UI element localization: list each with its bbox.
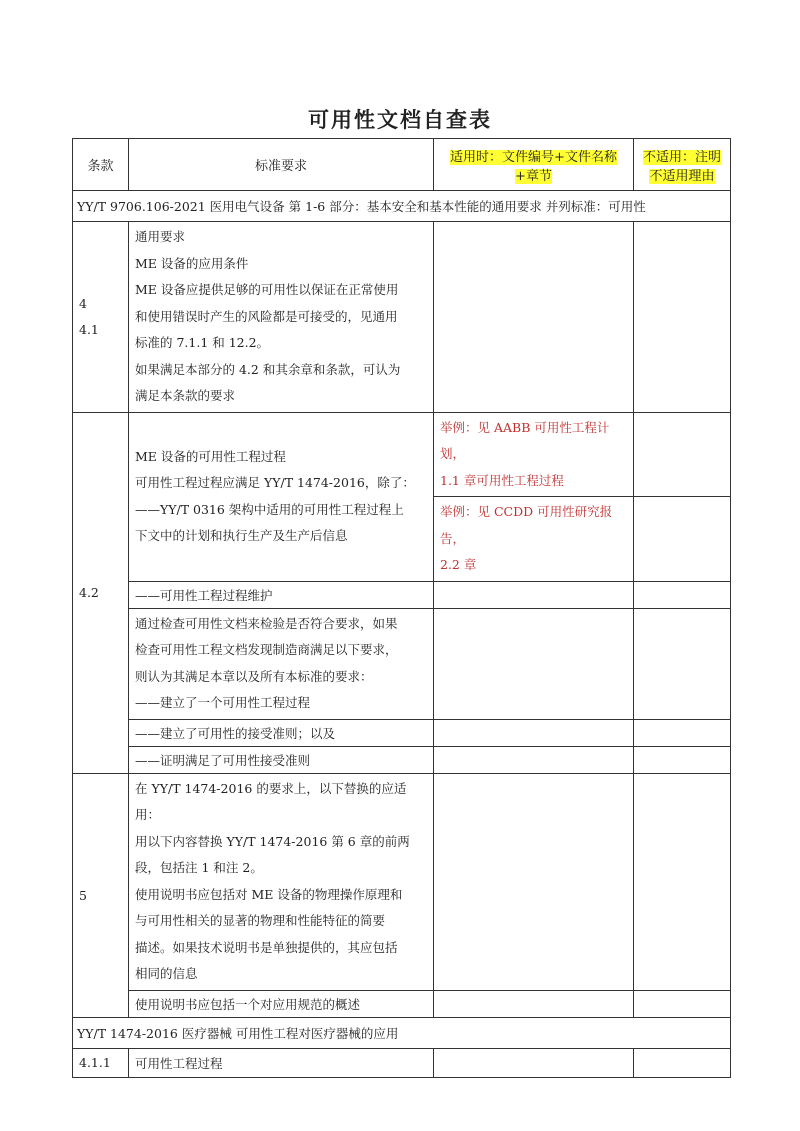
table-row [73, 990, 731, 1017]
not-applicable-cell[interactable] [634, 222, 731, 413]
requirement-cell: ——证明满足了可用性接受准则 [129, 746, 434, 773]
requirement-line: 通用要求 [135, 229, 186, 244]
applicable-cell[interactable] [434, 412, 634, 497]
standard-title: YY/T 9706.106-2021 医用电气设备 第 1-6 部分：基本安全和基本性能的通用要求 并列标准：可用性 [73, 191, 731, 222]
table-header-row [73, 139, 731, 191]
requirement-cell: ——建立了可用性的接受准则；以及 [129, 719, 434, 746]
requirement-cell: ——可用性工程过程维护 [129, 581, 434, 608]
applicable-cell[interactable] [434, 581, 634, 608]
requirement-cell [129, 608, 434, 719]
table-row [73, 222, 731, 413]
standard-row [73, 191, 731, 222]
not-applicable-cell[interactable] [634, 990, 731, 1017]
page-title: 可用性文档自查表 [308, 107, 492, 132]
requirement-cell [129, 773, 434, 990]
requirement-line: 使用说明书应包括对 ME 设备的物理操作原理和 [135, 886, 403, 902]
not-applicable-cell[interactable] [634, 1048, 731, 1077]
table-row [73, 412, 731, 497]
clause-cell [73, 222, 129, 413]
requirement-line: 如果满足本部分的 4.2 和其余章和条款，可认为 [135, 361, 401, 377]
requirement-cell: 使用说明书应包括一个对应用规范的概述 [129, 990, 434, 1017]
not-applicable-cell[interactable] [634, 773, 731, 990]
self-check-table [72, 138, 731, 1078]
clause-number: 4.1.1 [79, 1055, 111, 1070]
table-row [73, 581, 731, 608]
requirement-line: ——YY/T 0316 架构中适用的可用性工程过程上 [135, 501, 404, 517]
table-row [73, 773, 731, 990]
not-applicable-cell[interactable] [634, 497, 731, 582]
table-row [73, 719, 731, 746]
table-row [73, 608, 731, 719]
clause-cell [73, 412, 129, 773]
applicable-cell[interactable] [434, 746, 634, 773]
applicable-cell[interactable] [434, 608, 634, 719]
header-clause: 条款 [73, 139, 129, 191]
requirement-cell [129, 412, 434, 581]
requirement-line: 标准的 7.1.1 和 12.2。 [135, 335, 270, 350]
standard-row [73, 1017, 731, 1048]
requirement-line: 段，包括注 1 和注 2。 [135, 860, 263, 875]
requirement-line: 相同的信息 [135, 966, 198, 981]
clause-number: 4.1 [79, 321, 99, 337]
not-applicable-cell[interactable] [634, 581, 731, 608]
requirement-line: ME 设备的可用性工程过程 [135, 448, 286, 464]
requirement-line: 与可用性相关的显著的物理和性能特征的简要 [135, 913, 386, 928]
header-applicable-text: 适用时：文件编号+文件名称+章节 [450, 149, 617, 184]
example-line: 1.1 章可用性工程过程 [440, 472, 564, 488]
requirement-line: 检查可用性工程文档发现制造商满足以下要求， [135, 642, 398, 657]
requirement-line: 可用性工程过程应满足 YY/T 1474-2016，除了： [135, 475, 415, 490]
requirement-line: 通过检查可用性文档来检验是否符合要求，如果 [135, 615, 398, 631]
requirement-line: 用以下内容替换 YY/T 1474-2016 第 6 章的前两 [135, 833, 410, 849]
applicable-cell[interactable] [434, 497, 634, 582]
example-line: 举例：见 AABB 可用性工程计划， [440, 419, 610, 461]
requirement-line: 下文中的计划和执行生产及生产后信息 [135, 528, 348, 543]
not-applicable-cell[interactable] [634, 746, 731, 773]
requirement-cell [129, 222, 434, 413]
applicable-cell[interactable] [434, 990, 634, 1017]
clause-number: 4.2 [79, 585, 99, 600]
table-row [73, 746, 731, 773]
requirement-cell: 可用性工程过程 [129, 1048, 434, 1077]
clause-cell [73, 773, 129, 1017]
example-line: 2.2 章 [440, 557, 477, 572]
requirement-line: 描述。如果技术说明书是单独提供的，其应包括 [135, 939, 398, 955]
requirement-line: ME 设备应提供足够的可用性以保证在正常使用 [135, 282, 399, 297]
not-applicable-cell[interactable] [634, 608, 731, 719]
applicable-cell[interactable] [434, 222, 634, 413]
not-applicable-cell[interactable] [634, 412, 731, 497]
applicable-cell[interactable] [434, 1048, 634, 1077]
header-requirement: 标准要求 [129, 139, 434, 191]
requirement-line: 满足本条款的要求 [135, 388, 236, 403]
applicable-cell[interactable] [434, 773, 634, 990]
standard-title: YY/T 1474-2016 医疗器械 可用性工程对医疗器械的应用 [73, 1017, 731, 1048]
clause-number: 4 [79, 295, 87, 311]
table-row [73, 1048, 731, 1077]
header-applicable [434, 139, 634, 191]
requirement-line: 在 YY/T 1474-2016 的要求上，以下替换的应适 [135, 780, 407, 796]
clause-cell [73, 1048, 129, 1077]
example-line: 举例：见 CCDD 可用性研究报告， [440, 504, 613, 546]
requirement-line: ——建立了一个可用性工程过程 [135, 695, 311, 710]
not-applicable-cell[interactable] [634, 719, 731, 746]
header-not-applicable [634, 139, 731, 191]
requirement-line: 则认为其满足本章以及所有本标准的要求： [135, 668, 373, 684]
header-not-applicable-text: 不适用：注明不适用理由 [642, 149, 721, 184]
requirement-line: 和使用错误时产生的风险都是可接受的，见通用 [135, 308, 398, 324]
requirement-line: ME 设备的应用条件 [135, 255, 249, 271]
clause-number: 5 [79, 887, 87, 903]
requirement-line: 用： [135, 807, 161, 822]
applicable-cell[interactable] [434, 719, 634, 746]
